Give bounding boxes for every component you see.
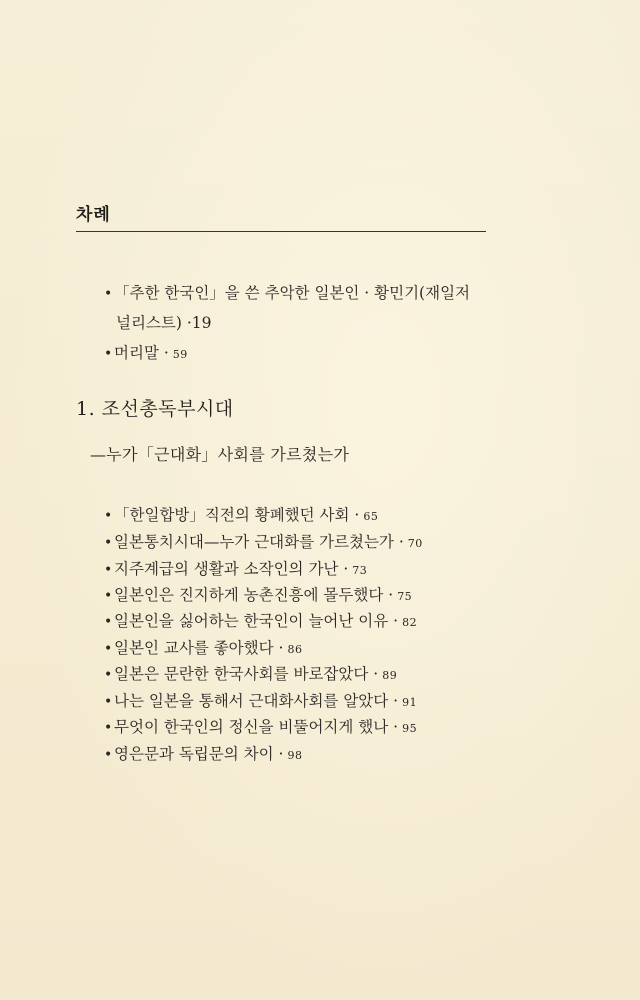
entry-page-number: 65 [363, 510, 379, 523]
entry-title: 「추한 한국인」을 쓴 추악한 일본인 · 황민기(재일저 [114, 284, 471, 302]
bullet: • [104, 535, 113, 551]
bullet: • [104, 614, 113, 630]
heading-underline [76, 231, 486, 232]
toc-heading: 차례 [76, 205, 111, 225]
toc-entry [104, 739, 302, 771]
entry-title: 일본인을 싫어하는 한국인이 늘어난 이유 · [114, 612, 399, 630]
bullet: • [104, 346, 113, 362]
bullet: • [104, 588, 113, 604]
entry-title: 널리스트) · [116, 314, 192, 332]
bullet: • [104, 562, 113, 578]
entry-page-number: 89 [382, 669, 398, 682]
entry-page-number: 75 [397, 590, 413, 603]
entry-page-number: 19 [191, 314, 212, 332]
entry-page-number: 59 [172, 348, 188, 361]
bullet: • [104, 747, 113, 763]
toc-entry-preface-essay-continued [116, 308, 212, 338]
entry-page-number: 86 [287, 643, 303, 656]
entry-title: 「한일합방」직전의 황폐했던 사회 · [114, 506, 360, 524]
entry-page-number: 82 [402, 616, 418, 629]
bullet: • [104, 508, 113, 524]
entry-title: 일본통치시대—누가 근대화를 가르쳤는가 · [114, 533, 404, 551]
entry-title: 일본인은 진지하게 농촌진흥에 몰두했다 · [114, 586, 394, 604]
entry-page-number: 98 [287, 749, 303, 762]
entry-title: 무엇이 한국인의 정신을 비뚤어지게 했나 · [114, 718, 399, 736]
bullet: • [104, 286, 113, 302]
toc-entry-preface-essay [104, 278, 470, 309]
entry-page-number: 70 [407, 537, 423, 550]
bullet: • [104, 720, 113, 736]
bullet: • [104, 641, 113, 657]
entry-page-number: 73 [352, 564, 368, 577]
entry-title: 나는 일본을 통해서 근대화사회를 알았다 · [114, 692, 399, 710]
entry-title: 영은문과 독립문의 차이 · [114, 745, 284, 763]
section-title: 1. 조선총독부시대 [76, 398, 234, 420]
entry-page-number: 91 [402, 696, 418, 709]
bullet: • [104, 667, 113, 683]
entry-title: 머리말 · [114, 344, 169, 362]
section-subtitle: —누가「근대화」사회를 가르쳤는가 [90, 445, 350, 464]
toc-entry-foreword [104, 338, 188, 370]
entry-title: 일본은 문란한 한국사회를 바로잡았다 · [114, 665, 379, 683]
entry-title: 지주계급의 생활과 소작인의 가난 · [114, 560, 349, 578]
entry-title: 일본인 교사를 좋아했다 · [114, 639, 284, 657]
entry-page-number: 95 [402, 722, 418, 735]
bullet: • [104, 694, 113, 710]
